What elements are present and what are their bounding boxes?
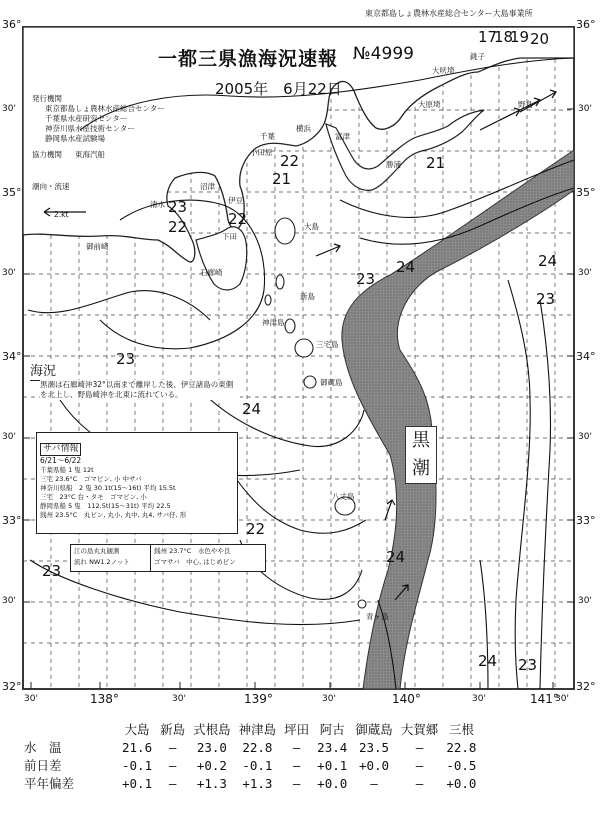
table-cell: +0.0 — [358, 757, 390, 773]
saba-line: 三宅 23°C 台・タモ ゴマビン, 小 — [40, 493, 147, 501]
table-header-cell: 三根 — [448, 722, 474, 737]
table-cell: — — [292, 757, 301, 773]
lon-label: 139° — [244, 692, 273, 706]
table-cell: — — [415, 775, 424, 791]
place-label: 三宅島 — [316, 340, 339, 349]
table-cell: — — [292, 775, 301, 791]
temp-label: 23 — [356, 270, 376, 288]
place-label: 横浜 — [296, 124, 311, 133]
table-cell: -0.1 — [122, 757, 153, 773]
lat-label-right: 30' — [578, 432, 592, 442]
table-header-cell: 大島 — [124, 722, 150, 737]
temp-label: 23 — [536, 290, 556, 308]
table-cell: — — [168, 739, 177, 755]
table-cell: +0.0 — [446, 775, 477, 791]
issuers-list — [45, 104, 205, 144]
temp-label: 23 — [168, 198, 188, 216]
kuroshio-char-1: 黒 — [412, 430, 430, 451]
place-label: 神津島 — [262, 318, 285, 327]
org-name: 東京都島しょ農林水産総合センター大島事業所 — [365, 9, 533, 18]
temp-label: 22 — [228, 210, 248, 228]
temp-label: 24 — [386, 548, 406, 566]
saba-line: 三宅 23.6°C ゴマビン, 小 中サバ — [40, 475, 142, 483]
saba-title: サバ情報 — [40, 443, 81, 456]
row-label: 水 温 — [24, 740, 62, 755]
observation-note-right — [150, 544, 266, 572]
place-label: 清水 — [150, 200, 165, 209]
row-label: 前日差 — [24, 758, 62, 773]
table-cell: — — [168, 757, 177, 773]
lat-label: 30' — [2, 432, 16, 442]
kaikyo-text: 黒潮は石廊崎沖32°以南まで離岸した後、伊豆諸島の東側を北上し、野島崎沖を北東に流れている。 — [40, 380, 240, 400]
lon-label: 141° — [530, 692, 559, 706]
kuroshio-char-2: 潮 — [412, 458, 430, 479]
note-line: 江の島丸丸観測 — [74, 547, 120, 555]
saba-period: 6/21～6/22 — [40, 456, 82, 465]
place-label: 富津 — [335, 132, 350, 141]
lat-label-right: 30' — [578, 268, 592, 278]
table-cell: — — [168, 775, 177, 791]
temp-label: 23 — [116, 350, 136, 368]
table-header-cell: 坪田 — [284, 722, 310, 737]
lat-label-right: 35° — [576, 186, 596, 199]
kaikyo-title: 海況 — [30, 360, 72, 381]
table-cell: — — [292, 739, 301, 755]
boso-peninsula — [326, 110, 484, 190]
lat-label-right: 30' — [578, 104, 592, 114]
table-cell: -0.1 — [242, 757, 273, 773]
place-label: 伊豆 — [228, 196, 243, 205]
table-cell: 23.4 — [317, 739, 348, 755]
lat-label-right: 33° — [576, 514, 596, 527]
place-label: 新島 — [300, 292, 315, 301]
table-cell: 22.8 — [242, 739, 273, 755]
lon-label: 140° — [392, 692, 421, 706]
temp-label: 23 — [42, 562, 62, 580]
saba-line: 銭州 23.5°C 丸ビン, 丸小, 丸中, 丸4, サバ仔, 形 — [40, 511, 187, 519]
place-label: 御前崎 — [86, 242, 109, 251]
table-cell: 21.6 — [122, 739, 153, 755]
table-header-row — [20, 720, 480, 738]
temp-label: 22 — [246, 520, 266, 538]
table-cell: 23.5 — [358, 739, 390, 755]
lat-label: 32° — [2, 680, 22, 693]
table-cell: — — [370, 775, 378, 791]
temp-label: 17 — [478, 28, 498, 46]
table-header-cell: 神津島 — [238, 722, 277, 737]
place-label: 八丈島 — [332, 492, 355, 501]
saba-line: 千葉県船 1 隻 12t — [40, 466, 94, 474]
report-date: 2005年 6月22日 — [215, 80, 342, 98]
table-header-cell — [20, 720, 118, 738]
temp-label: 24 — [396, 258, 416, 276]
table-row — [20, 756, 480, 774]
issuer-4: 静岡県水産試験場 — [45, 134, 105, 143]
table-cell: +1.3 — [196, 775, 227, 791]
place-label: 沼津 — [200, 182, 215, 191]
table-cell: +0.2 — [196, 757, 227, 773]
lat-label-right: 34° — [576, 350, 596, 363]
place-label: 青ヶ島 — [366, 612, 389, 621]
place-label: 下田 — [222, 232, 237, 241]
table-cell: +0.0 — [317, 775, 348, 791]
table-row — [20, 738, 480, 756]
temp-label: 22 — [168, 218, 188, 236]
kuroshio-band — [342, 150, 574, 689]
saba-line: 静岡県船 5 隻 112.5t(15～31t) 平均 22.5 — [40, 502, 171, 510]
note-line: 流れ NW1.2ノット — [74, 558, 130, 566]
place-label: 石廊崎 — [200, 268, 223, 277]
temp-label: 24 — [478, 652, 498, 670]
table-header-cell: 大賀郷 — [400, 722, 439, 737]
place-label: 千葉 — [260, 132, 275, 141]
temp-label: 22 — [280, 152, 300, 170]
water-temperature-table — [20, 720, 480, 792]
table-header-cell: 式根島 — [193, 722, 231, 737]
issuer-3: 神奈川県水産技術センター — [45, 124, 135, 133]
temp-label: 24 — [242, 400, 262, 418]
lon-label: 30' — [472, 694, 486, 704]
issuer-2: 千葉県水産研究センター — [45, 114, 128, 123]
row-label: 平年偏差 — [24, 776, 75, 791]
kuroshio-label — [405, 426, 437, 484]
temp-label: 19 — [510, 28, 530, 46]
cooperator-label: 協力機関 — [32, 150, 62, 159]
table-cell: 22.8 — [446, 739, 477, 755]
lat-label: 33° — [2, 514, 22, 527]
saba-line: 神奈川県船 2 隻 30.1t(15～16t) 平均 15.5t — [40, 484, 176, 492]
temp-label: 20 — [530, 30, 550, 48]
temp-label: 21 — [272, 170, 292, 188]
place-label: 大原埼 — [418, 100, 441, 109]
place-label: 御蔵島 — [320, 378, 343, 387]
report-title: 一都三県漁海況速報 — [158, 48, 339, 70]
lat-label: 30' — [2, 596, 16, 606]
lat-label: 30' — [2, 268, 16, 278]
issuer-1: 東京都島しょ農林水産総合センター — [45, 104, 165, 113]
table-cell: +0.1 — [122, 775, 153, 791]
lat-label: 35° — [2, 186, 22, 199]
table-cell: -0.5 — [446, 757, 477, 773]
lat-label-right: 32° — [576, 680, 596, 693]
saba-info-box — [36, 432, 238, 534]
table-row — [20, 774, 480, 792]
lon-label: 30' — [24, 694, 38, 704]
lat-label: 30' — [2, 104, 16, 114]
issuers-label: 発行機関 — [32, 94, 62, 103]
lat-label: 34° — [2, 350, 22, 363]
place-label: 大吠埼 — [432, 66, 455, 75]
table-header-cell: 御蔵島 — [355, 722, 393, 737]
note-line: 銭州 23.7°C 水色やや良 — [154, 547, 231, 555]
table-cell: +0.1 — [317, 757, 348, 773]
place-label: 小田原 — [250, 148, 273, 157]
place-label: 野島 — [518, 100, 533, 109]
place-label: 銚子 — [470, 52, 485, 61]
current-legend-label: 潮向・流速 — [32, 182, 70, 191]
issue-number: №4999 — [353, 44, 414, 64]
table-cell: +1.3 — [242, 775, 273, 791]
temp-label: 18 — [494, 28, 514, 46]
table-cell: 23.0 — [196, 739, 227, 755]
current-legend-scale: 2.kt — [54, 210, 69, 219]
lat-label-right: 30' — [578, 596, 592, 606]
table-header-cell: 阿古 — [319, 722, 345, 737]
lon-label: 30' — [322, 694, 336, 704]
temp-label: 21 — [426, 154, 446, 172]
note-line: ゴマサバ 中心, はじめビン — [154, 558, 236, 566]
place-label: 勝浦 — [386, 160, 401, 169]
temp-label: 23 — [518, 656, 538, 674]
temp-label: 24 — [538, 252, 558, 270]
lon-label: 30' — [172, 694, 186, 704]
place-label: 大島 — [304, 222, 319, 231]
lat-label-right: 36° — [576, 18, 596, 31]
lon-label: 30' — [555, 694, 569, 704]
lon-label: 138° — [90, 692, 119, 706]
table-cell: — — [415, 739, 424, 755]
cooperator: 東海汽船 — [75, 150, 105, 159]
table-header-cell: 新島 — [160, 722, 186, 737]
islands — [265, 218, 366, 608]
lat-label: 36° — [2, 18, 22, 31]
table-cell: — — [415, 757, 424, 773]
